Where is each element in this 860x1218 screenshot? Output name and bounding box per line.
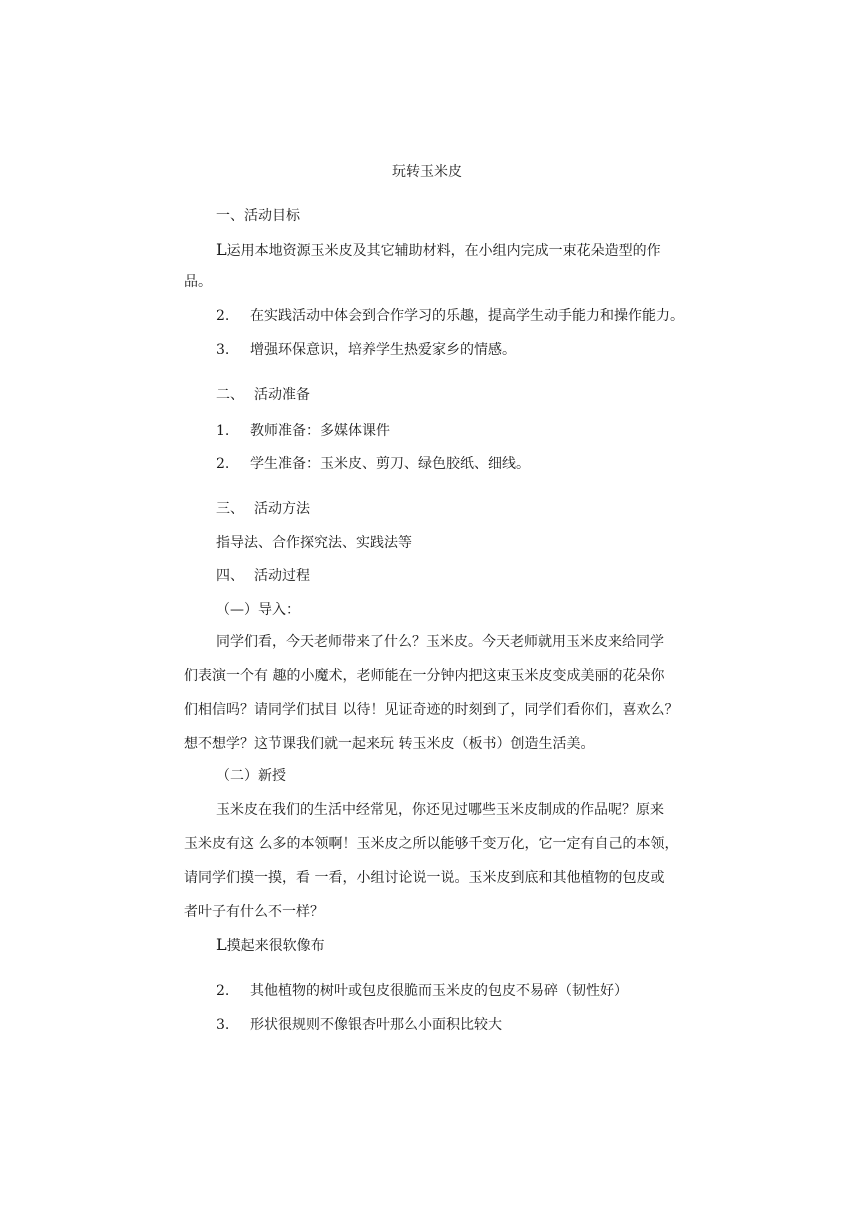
goal-item-1-line1 <box>216 240 661 261</box>
lesson-paragraph-line4: 者叶子有什么不一样？ <box>184 904 324 920</box>
method-text: 指导法、合作探究法、实践法等 <box>216 535 412 551</box>
intro-paragraph-line3: 们相信吗？请同学们拭目 以待！见证奇迹的时刻到了，同学们看你们，喜欢么？ <box>184 702 679 718</box>
goal-item-1-line2: 品。 <box>184 274 212 290</box>
finding-2-number: 2. <box>216 983 230 999</box>
section-heading-goals: 一、活动目标 <box>216 208 300 224</box>
prep-item-2-text: 学生准备：玉米皮、剪刀、绿色胶纸、细线。 <box>250 456 530 472</box>
intro-paragraph-line4: 想不想学？这节课我们就一起来玩 转玉米皮（板书）创造生活美。 <box>184 736 595 752</box>
finding-3 <box>216 1015 502 1035</box>
section-heading-method <box>216 499 310 519</box>
section-3-number: 三、 <box>216 501 244 517</box>
section-heading-prep <box>216 385 310 405</box>
section-3-title: 活动方法 <box>254 501 310 517</box>
goal-item-1-text: 运用本地资源玉米皮及其它辅助材料，在小组内完成一束花朵造型的作 <box>226 243 661 259</box>
finding-3-number: 3. <box>216 1017 230 1033</box>
finding-3-text: 形状很规则不像银杏叶那么小面积比较大 <box>250 1017 502 1033</box>
section-4-title: 活动过程 <box>254 568 310 584</box>
goal-item-3 <box>216 340 516 360</box>
intro-paragraph-line2: 们表演一个有 趣的小魔术，老师能在一分钟内把这束玉米皮变成美丽的花朵你 <box>184 668 665 684</box>
lesson-paragraph-line2: 玉米皮有这 么多的本领啊！玉米皮之所以能够千变万化，它一定有自己的本领， <box>184 836 679 852</box>
lesson-paragraph-line3: 请同学们摸一摸，看 一看，小组讨论说一说。玉米皮到底和其他植物的包皮或 <box>184 870 665 886</box>
section-4-number: 四、 <box>216 568 244 584</box>
section-heading-process <box>216 566 310 586</box>
prep-item-1-text: 教师准备：多媒体课件 <box>250 423 390 439</box>
section-2-number: 二、 <box>216 387 244 403</box>
finding-1-number: L <box>216 935 227 954</box>
finding-1-text: 摸起来很软像布 <box>226 938 325 954</box>
goal-item-2-number: 2. <box>216 308 230 324</box>
lesson-paragraph-line1: 玉米皮在我们的生活中经常见，你还见过哪些玉米皮制成的作品呢？原来 <box>216 802 664 818</box>
subheading-intro: （—）导入： <box>216 602 300 618</box>
doc-title: 玩转玉米皮 <box>392 164 462 180</box>
subheading-new-lesson: （二）新授 <box>216 768 286 784</box>
goal-item-3-text: 增强环保意识，培养学生热爱家乡的情感。 <box>250 342 516 358</box>
intro-paragraph-line1: 同学们看，今天老师带来了什么？玉米皮。今天老师就用玉米皮来给同学 <box>216 634 664 650</box>
finding-2 <box>216 981 628 1001</box>
goal-item-2 <box>216 306 684 326</box>
finding-1 <box>216 935 325 956</box>
finding-2-text: 其他植物的树叶或包皮很脆而玉米皮的包皮不易碎（韧性好） <box>250 983 628 999</box>
goal-item-3-number: 3. <box>216 342 230 358</box>
section-2-title: 活动准备 <box>254 387 310 403</box>
prep-item-2 <box>216 454 530 474</box>
prep-item-2-number: 2. <box>216 456 230 472</box>
goal-item-1-number: L <box>216 240 227 259</box>
prep-item-1 <box>216 421 390 441</box>
prep-item-1-number: 1. <box>216 423 230 439</box>
goal-item-2-text: 在实践活动中体会到合作学习的乐趣，提高学生动手能力和操作能力。 <box>250 308 684 324</box>
